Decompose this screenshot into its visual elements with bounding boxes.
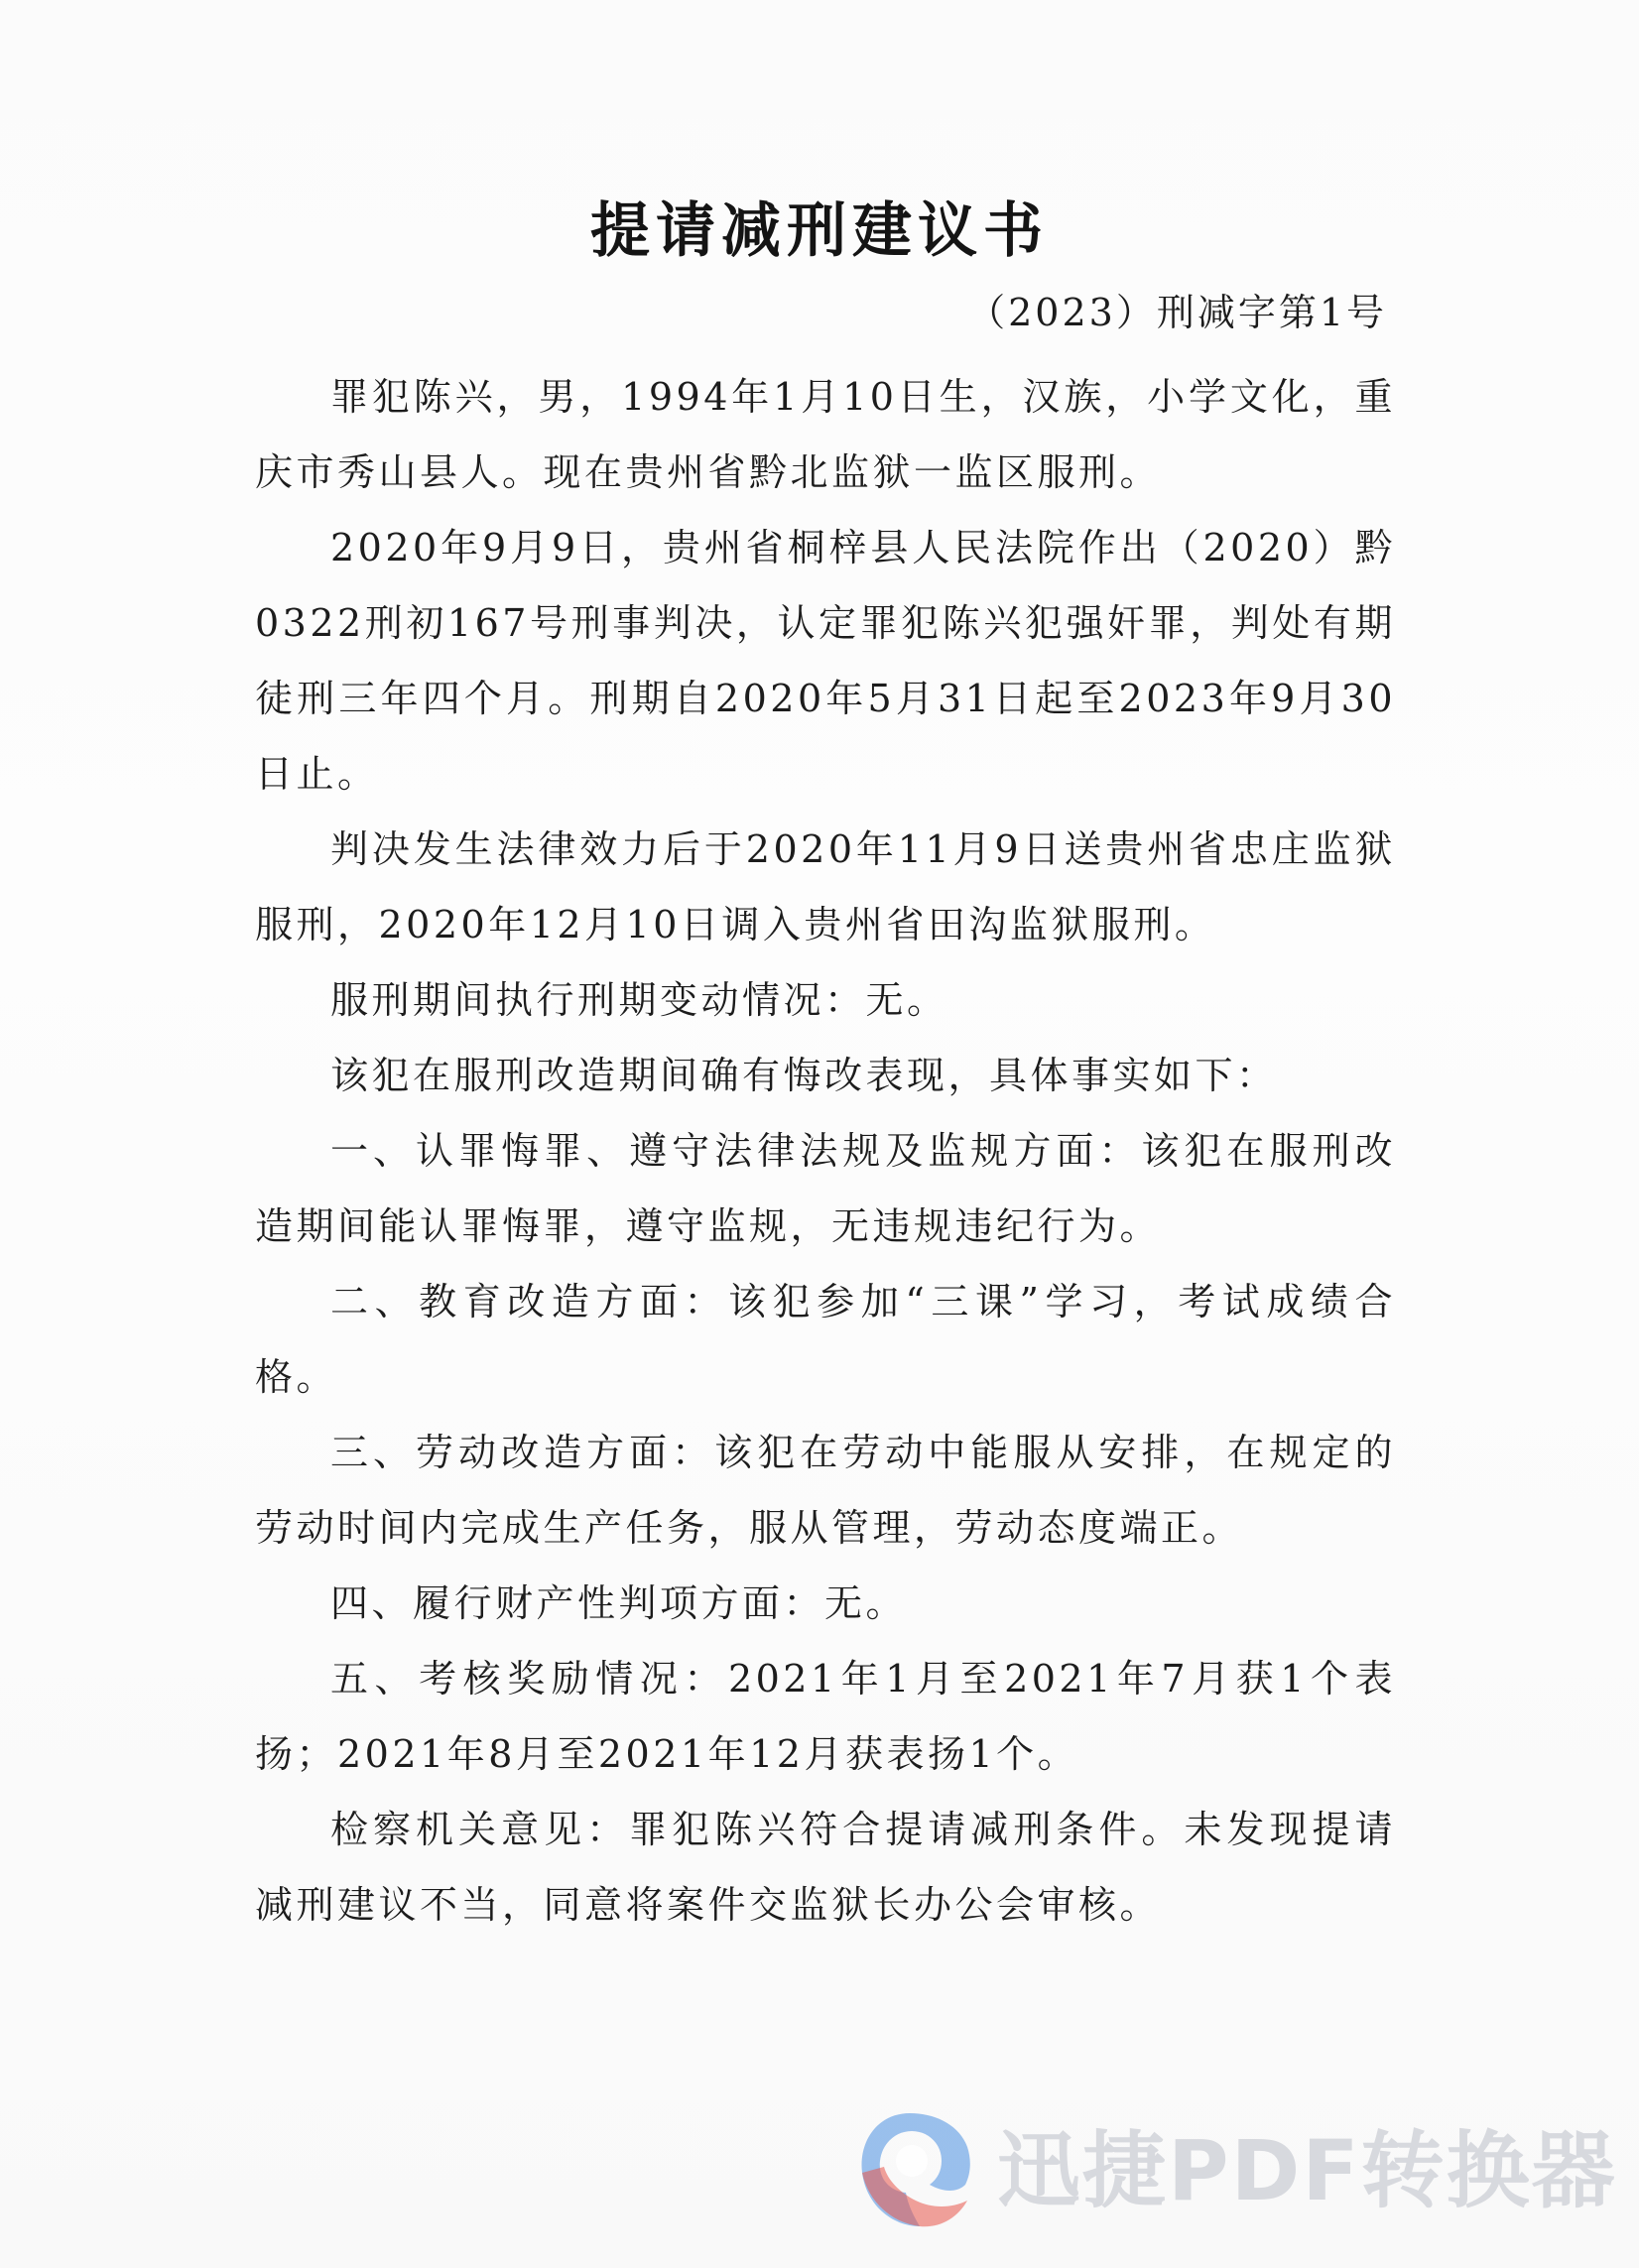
document-title: 提请减刑建议书 bbox=[590, 196, 1049, 266]
document-number: （2023）刑减字第1号 bbox=[967, 291, 1387, 334]
paragraph-property: 四、履行财产性判项方面：无。 bbox=[330, 1581, 908, 1625]
paragraph-criminal-info: 罪犯陈兴，男，1994年1月10日生，汉族，小学文化，重庆市秀山县人。现在贵州省黔北监狱一监区服刑。 bbox=[255, 375, 1396, 494]
watermark bbox=[848, 2101, 1617, 2240]
xunjie-logo-icon bbox=[848, 2101, 977, 2240]
paragraph-prison-transfer: 判决发生法律效力后于2020年11月9日送贵州省忠庄监狱服刑，2020年12月10日调入贵州省田沟监狱服刑。 bbox=[255, 827, 1396, 946]
paragraph-rewards: 五、考核奖励情况：2021年1月至2021年7月获1个表扬；2021年8月至2021年12月获表扬1个。 bbox=[255, 1657, 1396, 1776]
paragraph-procuratorate-opinion: 检察机关意见：罪犯陈兴符合提请减刑条件。未发现提请减刑建议不当，同意将案件交监狱长办公会审核。 bbox=[255, 1808, 1396, 1927]
document-body bbox=[255, 359, 1396, 1943]
paragraph-repentance-intro: 该犯在服刑改造期间确有悔改表现，具体事实如下： bbox=[330, 1054, 1278, 1097]
paragraph-education: 二、教育改造方面：该犯参加“三课”学习，考试成绩合格。 bbox=[255, 1280, 1396, 1399]
paragraph-sentence-change: 服刑期间执行刑期变动情况：无。 bbox=[330, 978, 948, 1022]
paragraph-judgment: 2020年9月9日，贵州省桐梓县人民法院作出（2020）黔0322刑初167号刑事判决，认定罪犯陈兴犯强奸罪，判处有期徒刑三年四个月。刑期自2020年5月31日起至2023年9月30日止。 bbox=[255, 526, 1396, 796]
paragraph-labor: 三、劳动改造方面：该犯在劳动中能服从安排，在规定的劳动时间内完成生产任务，服从管理，劳动态度端正。 bbox=[255, 1431, 1396, 1550]
watermark-text: 迅捷PDF转换器 bbox=[997, 2122, 1617, 2219]
paragraph-law-compliance: 一、认罪悔罪、遵守法律法规及监规方面：该犯在服刑改造期间能认罪悔罪，遵守监规，无违规违纪行为。 bbox=[255, 1129, 1396, 1248]
